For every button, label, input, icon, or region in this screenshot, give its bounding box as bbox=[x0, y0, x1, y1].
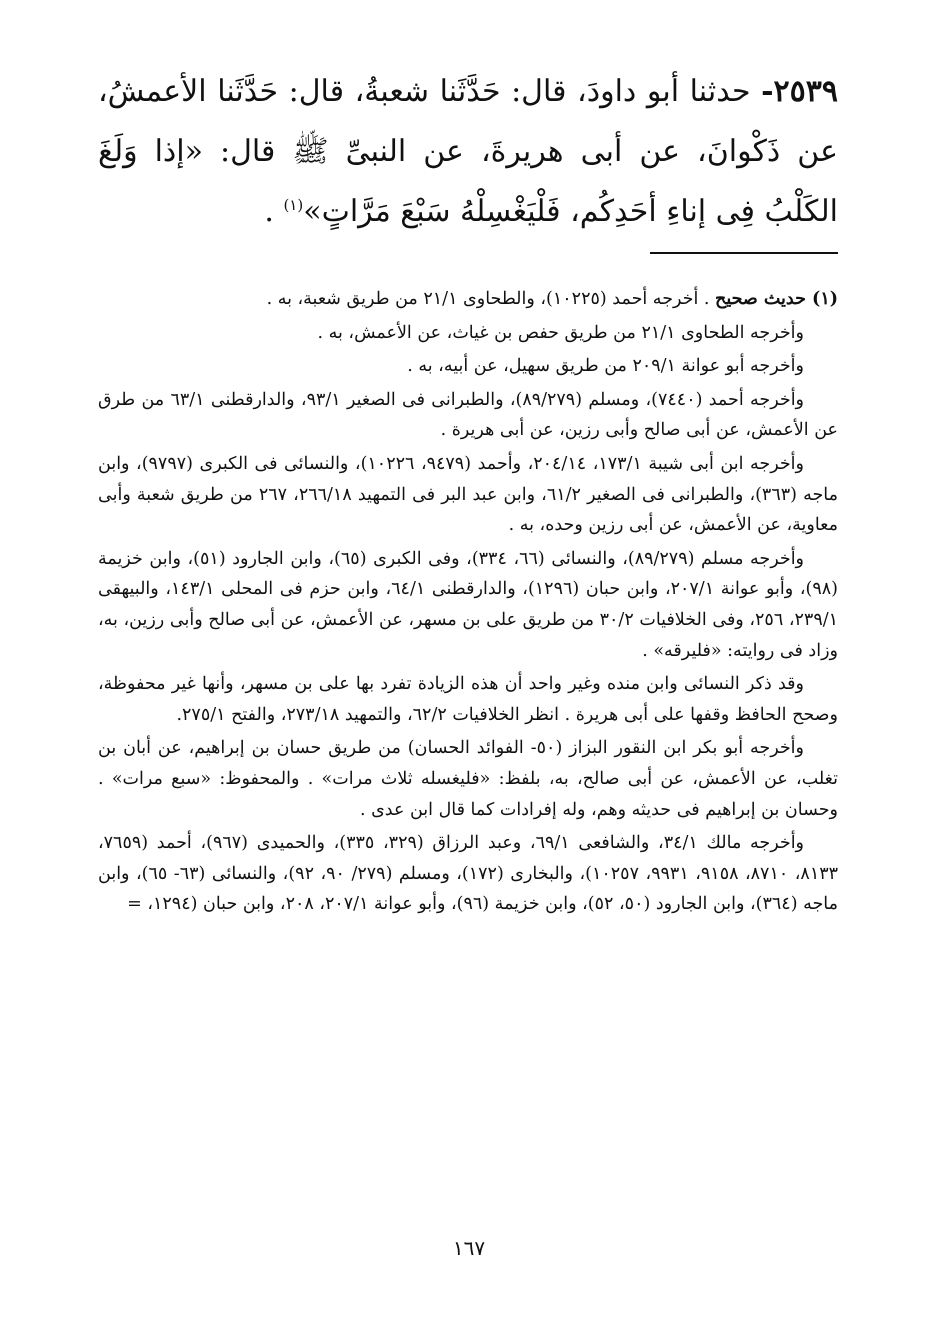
footnote-paragraph: وأخرجه مالك ٣٤/١، والشافعى ٦٩/١، وعبد الرزاق (٣٢٩، ٣٣٥)، والحميدى (٩٦٧)، أحمد (٧٦٥٩، ٨١٣٣، ٨٧١٠، ٩١٥٨، ٩٩٣١، ١٠٢٥٧)، والبخارى (١٧٢)، ومسلم (٢٧٩/ ٩٠، ٩٢)، والنسائى (٦٣- ٦٥)، وابن ماجه (٣٦٤)، وابن الجارود (٥٠، ٥٢)، وابن خزيمة (٩٦)، وأبو عوانة ٢٠٧/١، ٢٠٨، وابن حبان (١٢٩٤، = bbox=[98, 833, 839, 915]
footnotes-section bbox=[98, 284, 838, 923]
footnote-reference-marker: (١) bbox=[283, 196, 304, 214]
footnote-paragraph: وأخرجه ابن أبى شيبة ١٧٣/١، ٢٠٤/١٤، وأحمد (٩٤٧٩، ١٠٢٢٦)، والنسائى فى الكبرى (٩٧٩٧)، وابن ماجه (٣٦٣)، والطبرانى فى الصغير ٦١/٢، وابن عبد البر فى التمهيد ٢٦٦/١٨، ٢٦٧ من طريق شعبة وأبى معاوية، عن الأعمش، عن أبى رزين وحده، به . bbox=[98, 453, 838, 536]
footnote-grade-label: (١) حديث صحيح bbox=[715, 289, 838, 309]
footnote-paragraph: وقد ذكر النسائى وابن منده وغير واحد أن هذه الزيادة تفرد بها على بن مسهر، وأنها غير محفوظة، وصحح الحافظ وقفها على أبى هريرة . انظر الخلافيات ٦٢/٢، والتمهيد ٢٧٣/١٨، والفتح ٢٧٥/١. bbox=[98, 674, 838, 725]
footnote-paragraph bbox=[98, 284, 838, 315]
footnote-separator-line bbox=[650, 252, 838, 254]
footnote-paragraph: وأخرجه أبو عوانة ٢٠٩/١ من طريق سهيل، عن أبيه، به . bbox=[407, 356, 804, 377]
hadith-text bbox=[98, 62, 838, 242]
footnote-paragraph: وأخرجه الطحاوى ٢١/١ من طريق حفص بن غياث، عن الأعمش، به . bbox=[317, 322, 804, 343]
footnote-grade-text: . أخرجه أحمد (١٠٢٢٥)، والطحاوى ٢١/١ من طريق شعبة، به . bbox=[266, 289, 716, 309]
hadith-end: . bbox=[264, 194, 284, 229]
footnote-paragraph: وأخرجه أبو بكر ابن النقور البزاز (٥٠- الفوائد الحسان) من طريق حسان بن إبراهيم، عن أبان بن تغلب، عن الأعمش، عن أبى صالح، به، بلفظ: «فليغسله ثلاث مرات» . والمحفوظ: «سبع مرات» . وحسان بن إبراهيم فى حديثه وهم، وله إفرادات كما قال ابن عدى . bbox=[98, 738, 838, 820]
footnote-paragraph: وأخرجه أحمد (٧٤٤٠)، ومسلم (٨٩/٢٧٩)، والطبرانى فى الصغير ٩٣/١، والدارقطنى ٦٣/١ من طرق عن الأعمش، عن أبى صالح وأبى رزين، عن أبى هريرة . bbox=[98, 389, 838, 441]
hadith-body: حدثنا أبو داودَ، قال: حَدَّثَنا شعبةُ، قال: حَدَّثَنا الأعمشُ، عن ذَكْوانَ، عن أبى هريرةَ، عن النبىِّ ﷺ قال: «إذا وَلَغَ الكَلْبُ فِى إناءِ أحَدِكُم، فَلْيَغْسِلْهُ سَبْعَ مَرَّاتٍ» bbox=[98, 74, 838, 229]
footnote-paragraph: وأخرجه مسلم (٨٩/٢٧٩)، والنسائى (٦٦، ٣٣٤)، وفى الكبرى (٦٥)، وابن الجارود (٥١)، وابن خزيمة (٩٨)، وأبو عوانة ٢٠٧/١، وابن حبان (١٢٩٦)، والدارقطنى ٦٤/١، وابن حزم فى المحلى ١٤٣/١، والبيهقى ٢٣٩/١، ٢٥٦، وفى الخلافيات ٣٠/٢ من طريق على بن مسهر، عن الأعمش، عن أبى صالح وأبى رزين، به، وزاد فى روايته: «فليرقه» . bbox=[98, 548, 839, 661]
hadith-number: ٢٥٣٩- bbox=[761, 74, 838, 109]
page-number: ١٦٧ bbox=[452, 1236, 486, 1260]
